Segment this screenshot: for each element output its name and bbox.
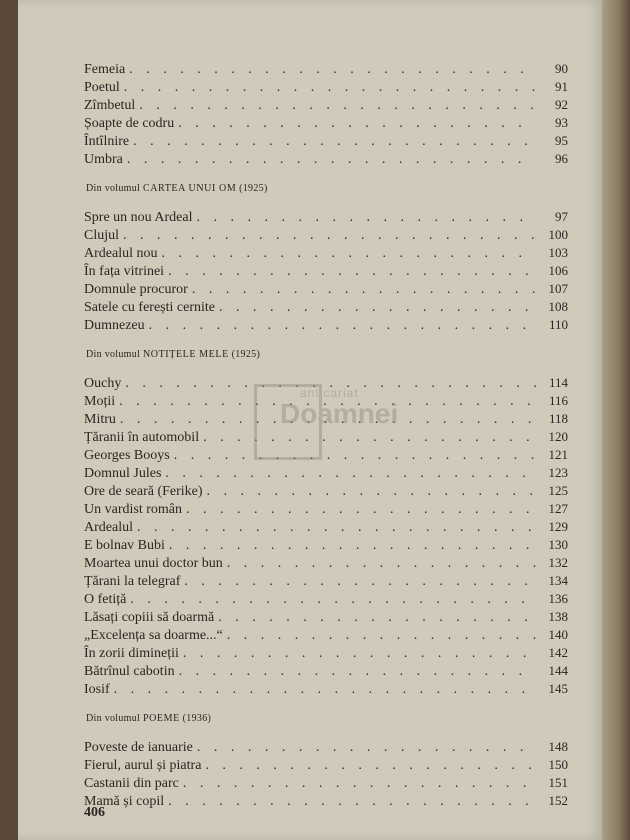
- toc-entry: [84, 150, 568, 168]
- section-heading-year: (1925): [239, 183, 268, 194]
- dot-leader: [129, 61, 536, 79]
- toc-entry: [84, 774, 568, 792]
- toc-entry-title: Mamă și copil: [84, 794, 165, 809]
- toc-entry: [84, 536, 568, 554]
- toc-entry-page: 92: [555, 97, 568, 112]
- toc-entry-title: Iosif: [84, 682, 110, 697]
- toc-entry-title: Satele cu ferești cernite: [84, 300, 215, 315]
- toc-entry-page: 136: [548, 591, 568, 606]
- toc-entry-title: Moții: [84, 394, 116, 409]
- toc-entry-title: Ouchy: [84, 376, 122, 391]
- toc-entry: [84, 626, 568, 644]
- toc-entry: [84, 756, 568, 774]
- toc-entry: [84, 482, 568, 500]
- section-heading: [86, 178, 568, 200]
- toc-entry: [84, 572, 568, 590]
- toc-entry-title: Umbra: [84, 152, 123, 167]
- toc-entry-page: 106: [548, 263, 568, 278]
- section-heading-volume: POEME: [142, 713, 180, 724]
- toc-entry: [84, 208, 568, 226]
- toc-entry-page: 152: [548, 793, 568, 808]
- toc-entry-page: 96: [555, 151, 568, 166]
- toc-entry: [84, 392, 568, 410]
- dot-leader: [196, 209, 536, 227]
- toc-entry-title: Spre un nou Ardeal: [84, 210, 193, 225]
- toc-entry: [84, 680, 568, 698]
- dot-leader: [184, 573, 536, 591]
- toc-entry: [84, 132, 568, 150]
- toc-entry-page: 151: [548, 775, 568, 790]
- toc-entry-page: 118: [548, 411, 568, 426]
- toc-entry-title: Un vardist român: [84, 502, 182, 517]
- toc-entry-page: 144: [548, 663, 568, 678]
- toc-entry-title: Poetul: [84, 80, 120, 95]
- toc-entry: [84, 316, 568, 334]
- section-heading-prefix: Din volumul: [86, 349, 141, 360]
- dot-leader: [169, 537, 536, 555]
- dot-leader: [227, 555, 536, 573]
- toc-entry-title: Castanii din parc: [84, 776, 179, 791]
- toc-entry: [84, 374, 568, 392]
- toc-entry-page: 127: [548, 501, 568, 516]
- toc-entry-title: Bătrînul cabotin: [84, 664, 175, 679]
- dot-leader: [149, 317, 536, 335]
- toc-entry: [84, 500, 568, 518]
- toc-entry: [84, 792, 568, 810]
- toc-entry: [84, 428, 568, 446]
- toc-entry: [84, 298, 568, 316]
- toc-entry-title: În fața vitrinei: [84, 264, 165, 279]
- toc-entry: [84, 244, 568, 262]
- dot-leader: [179, 663, 536, 681]
- toc-entry-page: 132: [548, 555, 568, 570]
- toc-entry-title: Șoapte de codru: [84, 116, 175, 131]
- toc-entry-page: 148: [548, 739, 568, 754]
- toc-entry-title: O fetiță: [84, 592, 127, 607]
- toc-entry-title: Țăranii în automobil: [84, 430, 200, 445]
- dot-leader: [139, 97, 536, 115]
- toc-entry: [84, 554, 568, 572]
- toc-entry-title: Lăsați copiii să doarmă: [84, 610, 215, 625]
- dot-leader: [205, 757, 536, 775]
- dot-leader: [133, 133, 536, 151]
- toc-entry-page: 125: [548, 483, 568, 498]
- toc-entry: [84, 608, 568, 626]
- toc-entry-page: 97: [555, 209, 568, 224]
- dot-leader: [119, 393, 536, 411]
- toc-entry-page: 129: [548, 519, 568, 534]
- toc-entry-title: Femeia: [84, 62, 126, 77]
- watermark-big-text: Doamnei: [280, 398, 399, 429]
- toc-entry-page: 103: [548, 245, 568, 260]
- toc-entry: [84, 410, 568, 428]
- toc-entry-page: 142: [548, 645, 568, 660]
- toc-entry-page: 130: [548, 537, 568, 552]
- toc-entry-title: Fierul, aurul și piatra: [84, 758, 202, 773]
- dot-leader: [125, 375, 536, 393]
- toc-entry: [84, 78, 568, 96]
- toc-entry-page: 95: [555, 133, 568, 148]
- dot-leader: [168, 263, 536, 281]
- dot-leader: [227, 627, 536, 645]
- toc-entry-title: E bolnav Bubi: [84, 538, 165, 553]
- toc-entry-title: Poveste de ianuarie: [84, 740, 193, 755]
- section-heading: [86, 708, 568, 730]
- toc-entry-title: Moartea unui doctor bun: [84, 556, 223, 571]
- dot-leader: [207, 483, 536, 501]
- toc-entry: [84, 114, 568, 132]
- dot-leader: [218, 609, 536, 627]
- toc-entry-page: 120: [548, 429, 568, 444]
- dot-leader: [178, 115, 536, 133]
- toc-entry: [84, 226, 568, 244]
- dot-leader: [123, 227, 536, 245]
- dot-leader: [137, 519, 536, 537]
- toc-entry-title: Zîmbetul: [84, 98, 136, 113]
- dot-leader: [219, 299, 536, 317]
- watermark-small-text: anticariat: [300, 386, 359, 400]
- toc-entry-title: Dumnezeu: [84, 318, 145, 333]
- toc-entry-page: 114: [548, 375, 568, 390]
- toc-entry: [84, 60, 568, 78]
- dot-leader: [192, 281, 536, 299]
- dot-leader: [183, 775, 536, 793]
- toc-entry-page: 100: [548, 227, 568, 242]
- toc-entry: [84, 280, 568, 298]
- section-heading-prefix: Din volumul: [86, 713, 141, 724]
- toc-entry-page: 121: [548, 447, 568, 462]
- toc-entry-page: 138: [548, 609, 568, 624]
- section-heading-prefix: Din volumul: [86, 183, 141, 194]
- toc-entry-page: 140: [548, 627, 568, 642]
- toc-entry-page: 116: [548, 393, 568, 408]
- toc-entry: [84, 644, 568, 662]
- dot-leader: [186, 501, 536, 519]
- toc-entry-page: 134: [548, 573, 568, 588]
- toc-entry: [84, 96, 568, 114]
- dot-leader: [183, 645, 536, 663]
- page-number: 406: [84, 805, 105, 820]
- toc-entry-title: În zorii dimineții: [84, 646, 179, 661]
- toc-entry-title: Întîlnire: [84, 134, 130, 149]
- toc-entry-title: Ardealul: [84, 520, 133, 535]
- page-edge: [602, 0, 630, 840]
- dot-leader: [130, 591, 536, 609]
- section-heading-year: (1936): [182, 713, 212, 724]
- toc-entry: [84, 590, 568, 608]
- toc-entry: [84, 738, 568, 756]
- toc-entry: [84, 446, 568, 464]
- dot-leader: [120, 411, 536, 429]
- dot-leader: [127, 151, 536, 169]
- toc-entry-title: Ardealul nou: [84, 246, 158, 261]
- dot-leader: [165, 465, 536, 483]
- toc-entry-page: 150: [548, 757, 568, 772]
- toc-entry-page: 123: [548, 465, 568, 480]
- toc-entry-title: Țărani la telegraf: [84, 574, 181, 589]
- section-heading-volume: CARTEA UNUI OM: [142, 183, 237, 194]
- book-page: [18, 0, 602, 840]
- toc-entry-title: Domnul Jules: [84, 466, 162, 481]
- toc-entry: [84, 518, 568, 536]
- section-heading: [86, 344, 568, 366]
- toc-entry-title: „Excelența sa doarme...“: [84, 628, 223, 643]
- toc-entry: [84, 662, 568, 680]
- toc-entry-title: Ore de seară (Ferike): [84, 484, 203, 499]
- toc-entry-page: 91: [555, 79, 568, 94]
- toc-entry-page: 93: [555, 115, 568, 130]
- toc-entry-page: 107: [548, 281, 568, 296]
- toc-entry-title: Mitru: [84, 412, 116, 427]
- dot-leader: [203, 429, 536, 447]
- toc-entry: [84, 464, 568, 482]
- table-of-contents: [84, 60, 568, 810]
- dot-leader: [124, 79, 536, 97]
- dot-leader: [161, 245, 536, 263]
- section-heading-volume: NOTIȚELE MELE: [142, 349, 229, 360]
- dot-leader: [174, 447, 536, 465]
- toc-entry-page: 110: [548, 317, 568, 332]
- toc-entry-title: Clujul: [84, 228, 120, 243]
- dot-leader: [114, 681, 536, 699]
- toc-entry-title: Georges Booys: [84, 448, 170, 463]
- section-heading-year: (1925): [231, 349, 261, 360]
- dot-leader: [168, 793, 536, 811]
- toc-entry-page: 145: [548, 681, 568, 696]
- toc-entry-page: 108: [548, 299, 568, 314]
- toc-entry-title: Domnule procuror: [84, 282, 188, 297]
- dot-leader: [197, 739, 536, 757]
- toc-entry-page: 90: [555, 61, 568, 76]
- toc-entry: [84, 262, 568, 280]
